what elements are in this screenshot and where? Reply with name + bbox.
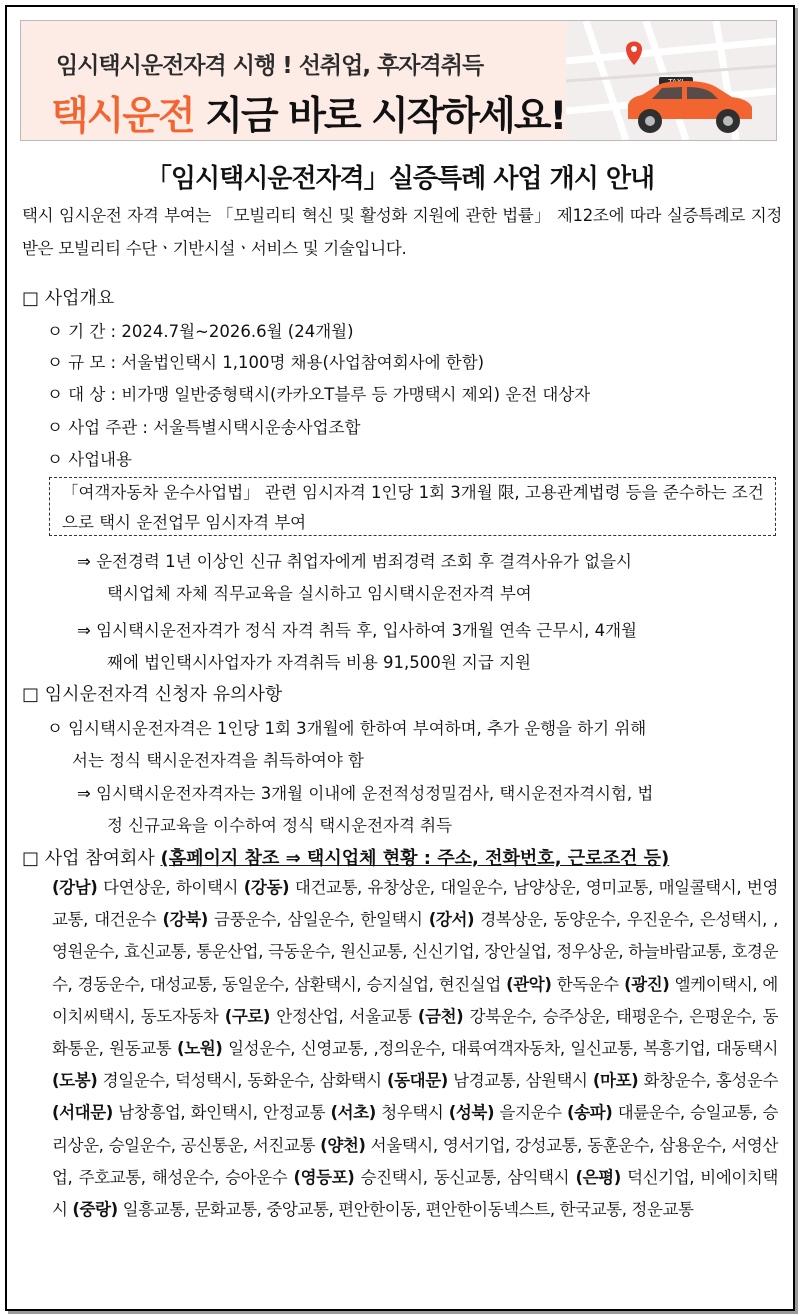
district-label: (은평) — [575, 1167, 621, 1187]
overview-item-target: ㅇ 대 상 : 비가맹 일반중형택시(카카오T블루 등 가맹택시 제외) 운전 대상자 — [47, 385, 591, 404]
company-names: 을지운수 — [494, 1103, 567, 1123]
company-names: 대륜운수, 승일교통, 승리상운, 승일운수, 공신통운, 서진교통 — [52, 1103, 778, 1155]
page-title: 「임시택시운전자격」실증특례 사업 개시 안내 — [145, 164, 655, 194]
company-names: 안정산업, 서울교통 — [270, 1006, 418, 1026]
company-names: 남경교통, 삼원택시 — [447, 1071, 593, 1091]
company-names: 덕신기업, 비에이치택시 — [52, 1167, 779, 1220]
company-names: 서울택시, 영서기업, 강성교통, 동훈운수, 삼용운수, 서영산업, 주호교통, 해성운수, 승아운수 — [52, 1135, 778, 1187]
banner-slogan-rest: 지금 바로 시작하세요! — [193, 94, 566, 139]
district-label: (강남) — [52, 878, 98, 897]
district-label: (강북) — [162, 910, 208, 930]
caution-arrow-line2: 정 신규교육을 이수하여 정식 택시운전자격 취득 — [107, 816, 453, 835]
company-names: 엘케이택시, 에이치씨택시, 동도자동차 — [52, 974, 778, 1026]
company-names: 일흥교통, 문화교통, 중앙교통, 편안한이동, 편안한이동넥스트, 한국교통, 정운교통 — [117, 1200, 694, 1220]
company-names: 승진택시, 동신교통, 삼익택시 — [354, 1167, 576, 1187]
district-label: (중랑) — [72, 1200, 118, 1220]
company-names: 화창운수, 홍성운수 — [638, 1071, 778, 1091]
district-label: (금천) — [417, 1006, 464, 1026]
company-names: 강북운수, 승주상운, 태평운수, 은평운수, 동화통운, 원동교통 — [52, 1006, 778, 1059]
overview-item-period: ㅇ 기 간 : 2024.7월~2026.6월 (24개월) — [47, 322, 354, 341]
district-label: (양천) — [320, 1135, 366, 1155]
caution-item-line2: 서는 정식 택시운전자격을 취득하여야 함 — [72, 751, 364, 770]
district-label: (마포) — [592, 1071, 639, 1091]
company-list — [52, 872, 778, 1226]
company-names: 경복상운, 동양운수, 우진운수, 은성택시, ,영원운수, 효신교통, 통운산업, 극동운수, 원신교통, 신신기업, 장안실업, 정우상운, 하늘바람교통, 호경운수, 경동운수, 대성교통, 동일운수, 삼환택시, 승지실업, 현진실업 — [52, 910, 778, 994]
district-label: (도봉) — [52, 1071, 98, 1091]
caution-arrow-line1: ⇒ 임시택시운전자격자는 3개월 이내에 운전적성정밀검사, 택시운전자격시험, 법 — [77, 784, 654, 803]
banner-slogan-accent: 택시운전 — [51, 94, 194, 139]
company-names: 다연상운, 하이택시 — [97, 878, 244, 897]
district-label: (관악) — [506, 974, 552, 994]
arrow-note-1-line1: ⇒ 운전경력 1년 이상인 신규 취업자에게 범죄경력 조회 후 결격사유가 없을시 — [77, 552, 632, 571]
banner-headline: 임시택시운전자격 시행 ! 선취업, 후자격취득 — [56, 53, 484, 79]
district-label: (송파) — [567, 1103, 613, 1123]
company-names: 남창흥업, 화인택시, 안정교통 — [112, 1103, 331, 1123]
district-label: (강동) — [243, 878, 290, 897]
content-box — [49, 477, 776, 536]
company-names: 경일운수, 덕성택시, 동화운수, 삼화택시 — [97, 1071, 387, 1091]
caution-item-line1: ㅇ 임시택시운전자격은 1인당 1회 3개월에 한하여 부여하며, 추가 운행을 하기 위해 — [47, 719, 647, 738]
arrow-note-2-line1: ⇒ 임시택시운전자격가 정식 자격 취득 후, 입사하여 3개월 연속 근무시, 4개월 — [77, 621, 637, 640]
district-label: (영등포) — [293, 1167, 355, 1187]
overview-item-content: ㅇ 사업내용 — [47, 450, 132, 469]
arrow-note-2-line2: 째에 법인택시사업자가 자격취득 비용 91,500원 지급 지원 — [107, 653, 531, 672]
district-label: (광진) — [624, 974, 670, 994]
companies-heading-label: □ 사업 참여회사 — [22, 848, 161, 869]
district-label: (서초) — [330, 1103, 376, 1123]
company-names: 청우택시 — [375, 1103, 449, 1123]
company-names: 일성운수, 신영교통, ,정의운수, 대륙여객자동차, 일신교통, 복흥기업, 대동택시 — [222, 1039, 778, 1059]
district-label: (서대문) — [52, 1103, 113, 1123]
arrow-note-1-line2: 택시업체 자체 직무교육을 실시하고 임시택시운전자격 부여 — [107, 584, 532, 603]
section-heading-caution: □ 임시운전자격 신청자 유의사항 — [22, 684, 283, 705]
district-label: (구로) — [224, 1006, 271, 1026]
content-box-text: 「여객자동차 운수사업법」 관련 임시자격 1인당 1회 3개월 限, 고용관계법령 등을 준수하는 조건으로 택시 운전업무 임시자격 부여 — [62, 483, 764, 532]
overview-item-host: ㅇ 사업 주관 : 서울특별시택시운송사업조합 — [47, 418, 361, 437]
company-names: 금풍운수, 삼일운수, 한일택시 — [207, 910, 429, 930]
map-taxi-illustration — [566, 21, 776, 140]
promo-banner — [20, 20, 777, 141]
overview-item-scale: ㅇ 규 모 : 서울법인택시 1,100명 채용(사업참여회사에 한함) — [47, 353, 485, 372]
intro-paragraph: 택시 임시운전 자격 부여는 「모빌리티 혁신 및 활성화 지원에 관한 법률」 제12조에 따라 실증특례로 지정받은 모빌리티 수단ㆍ기반시설ㆍ서비스 및 기술입니다. — [22, 206, 782, 258]
company-names: 한독운수 — [551, 974, 625, 994]
section-heading-companies — [22, 842, 669, 875]
company-names: 대건교통, 유창상운, 대일운수, 남양상운, 영미교통, 매일콜택시, 번영교통, 대건운수 — [52, 878, 778, 930]
district-label: (동대문) — [386, 1071, 448, 1091]
district-label: (강서) — [428, 910, 475, 930]
district-label: (성북) — [448, 1103, 495, 1123]
section-heading-overview: □ 사업개요 — [22, 288, 115, 309]
banner-slogan — [51, 85, 565, 141]
district-label: (노원) — [177, 1039, 223, 1059]
companies-heading-note: (홈페이지 참조 ⇒ 택시업체 현황 : 주소, 전화번호, 근로조건 등) — [160, 848, 670, 869]
